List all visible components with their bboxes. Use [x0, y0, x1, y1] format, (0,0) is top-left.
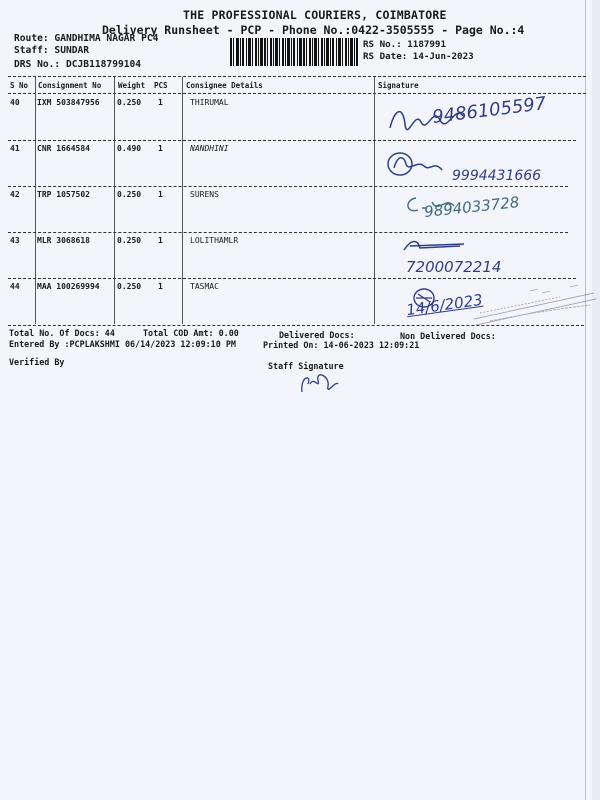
- row-pcs: 1: [158, 236, 163, 245]
- runsheet-title: Delivery Runsheet - PCP - Phone No.:0422-3505555 - Page No.:4: [102, 23, 525, 37]
- column-header-consignment: Consignment No: [38, 81, 102, 90]
- row-separator: [8, 232, 568, 233]
- row-consignee: SURENS: [190, 190, 219, 199]
- printed-on: Printed On: 14-06-2023 12:09:21: [263, 340, 420, 350]
- handwritten-signature-row-41: [384, 146, 454, 182]
- non-delivered-docs: Non Delivered Docs:: [400, 331, 496, 341]
- route-label: Route: GANDHIMA NAGAR PC4: [14, 33, 159, 44]
- table-header-rule: [8, 93, 586, 94]
- row-weight: 0.250: [117, 190, 142, 199]
- rs-number: RS No.: 1187991: [363, 39, 446, 50]
- row-consignment: IXM 503847956: [37, 98, 100, 107]
- row-consignee: TASMAC: [190, 282, 219, 291]
- row-separator: [8, 140, 576, 141]
- row-consignee: NANDHINI: [190, 144, 229, 153]
- row-pcs: 1: [158, 144, 163, 153]
- staff-signature-label: Staff Signature: [268, 361, 344, 371]
- row-consignment: MLR 3068618: [37, 236, 90, 245]
- row-consignment: CNR 1664584: [37, 144, 90, 153]
- barcode-image: [230, 38, 358, 66]
- row-separator: [8, 278, 576, 279]
- row-consignment: MAA 100269994: [37, 282, 100, 291]
- row-weight: 0.490: [117, 144, 142, 153]
- row-weight: 0.250: [117, 282, 142, 291]
- column-header-weight: Weight: [118, 81, 146, 90]
- table-bottom-rule: [8, 325, 584, 326]
- column-divider: [114, 77, 115, 324]
- row-signature-note: 9486105597: [431, 93, 548, 128]
- row-sno: 43: [10, 236, 20, 245]
- row-weight: 0.250: [117, 236, 142, 245]
- column-header-signature: Signature: [378, 81, 419, 90]
- rs-date: RS Date: 14-Jun-2023: [363, 51, 474, 62]
- row-sno: 40: [10, 98, 20, 107]
- total-cod: Total COD Amt: 0.00: [143, 328, 239, 338]
- row-sno: 44: [10, 282, 20, 291]
- drs-number: DRS No.: DCJB118799104: [14, 59, 142, 70]
- column-divider: [374, 77, 375, 324]
- total-docs: Total No. Of Docs: 44: [9, 328, 115, 338]
- paper-edge-line: [585, 0, 586, 800]
- row-sno: 41: [10, 144, 20, 153]
- row-consignee: LOLITHAMLR: [190, 236, 239, 245]
- row-separator: [8, 186, 568, 187]
- staff-signature-image: [296, 370, 342, 398]
- column-divider: [35, 77, 36, 324]
- row-weight: 0.250: [117, 98, 142, 107]
- row-pcs: 1: [158, 190, 163, 199]
- paper-edge-shadow: [592, 0, 600, 800]
- column-header-pcs: PCS: [154, 81, 168, 90]
- row-consignment: TRP 1057502: [37, 190, 90, 199]
- column-divider: [182, 77, 183, 324]
- staff-label: Staff: SUNDAR: [14, 45, 90, 56]
- row-signature-note: 7200072214: [406, 258, 502, 276]
- row-consignee: THIRUMAL: [190, 98, 229, 107]
- table-top-rule: [8, 76, 586, 77]
- column-header-sno: S No: [10, 81, 29, 90]
- entered-by: Entered By :PCPLAKSHMI 06/14/2023 12:09:10 PM: [9, 339, 236, 349]
- row-sno: 42: [10, 190, 20, 199]
- delivered-docs: Delivered Docs:: [279, 330, 355, 340]
- row-signature-note: 9994431666: [452, 168, 542, 184]
- row-pcs: 1: [158, 282, 163, 291]
- row-signature-note: 14/6/2023: [405, 290, 484, 320]
- verified-by: Verified By: [9, 357, 65, 367]
- rubber-stamp-image: [470, 283, 598, 331]
- handwritten-signature-row-43: [400, 236, 470, 256]
- column-header-consignee: Consignee Details: [186, 81, 263, 90]
- row-pcs: 1: [158, 98, 163, 107]
- company-title: THE PROFESSIONAL COURIERS, COIMBATORE: [183, 8, 447, 22]
- row-signature-note: 9894033728: [423, 193, 521, 221]
